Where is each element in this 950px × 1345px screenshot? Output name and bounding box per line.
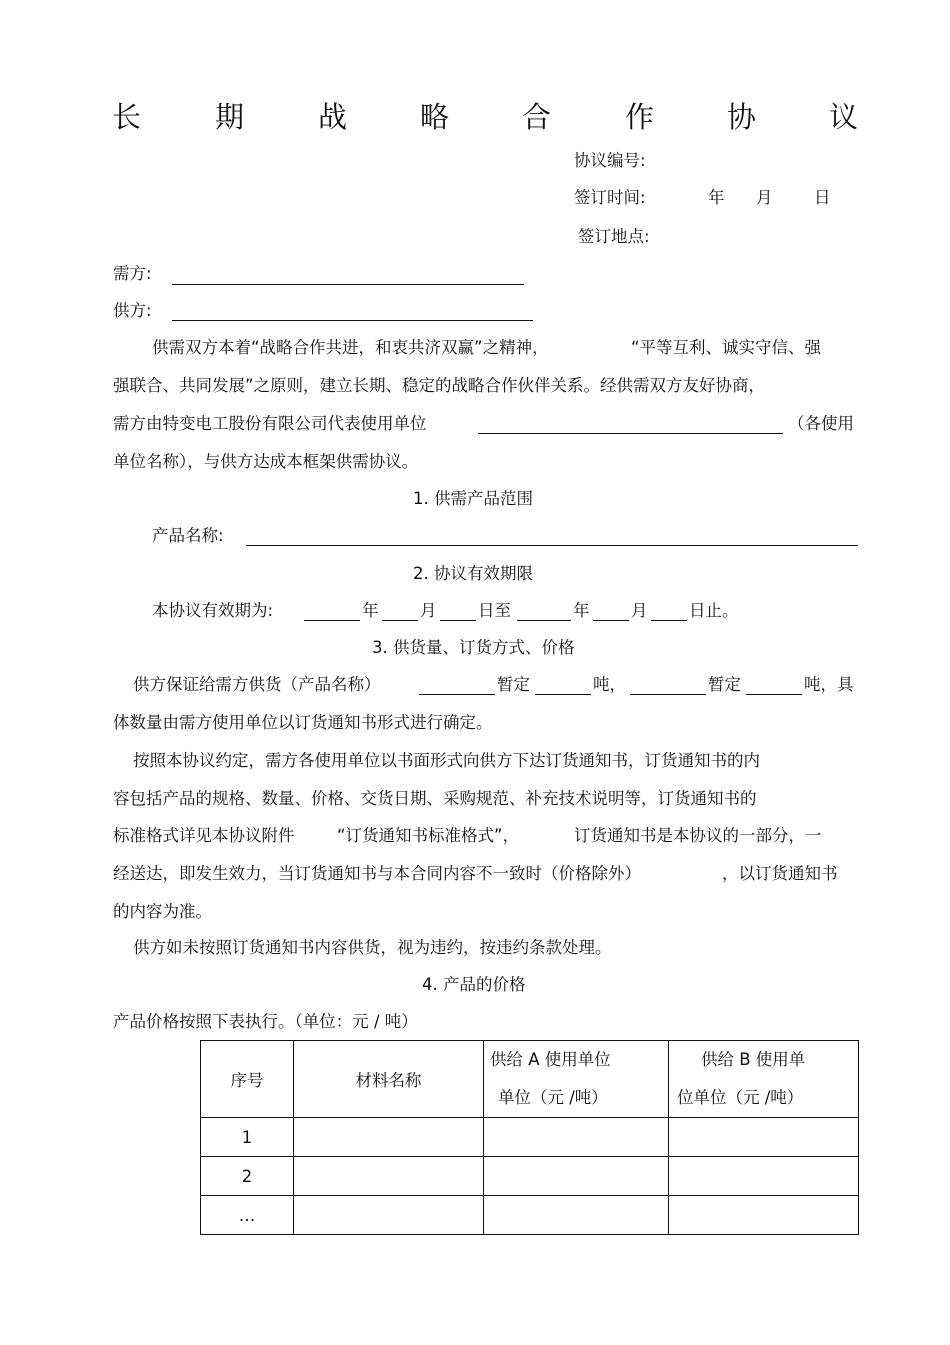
- header-no: 序号: [201, 1041, 294, 1118]
- header-unit-b: [669, 1041, 859, 1118]
- table-row: [201, 1157, 859, 1196]
- product-blank-2: [630, 694, 706, 695]
- order-line1: 按照本协议约定，需方各使用单位以书面形式向供方下达订货通知书，订货通知书的内: [133, 751, 760, 770]
- ton-1: 吨，: [593, 675, 626, 694]
- row-price-a: [484, 1196, 669, 1235]
- row-material: [294, 1157, 484, 1196]
- header-material-name: 材料名称: [294, 1041, 484, 1118]
- intro-line3a: 需方由特变电工股份有限公司代表使用单位: [113, 414, 427, 433]
- start-month: 月: [420, 601, 437, 620]
- end-year-blank: [517, 620, 571, 621]
- sign-place-label: 签订地点:: [578, 227, 650, 246]
- tentative-2: 暂定: [708, 675, 741, 694]
- row-material: [294, 1118, 484, 1157]
- title-char: 合: [522, 100, 552, 134]
- price-table: [200, 1040, 859, 1235]
- sign-year: 年: [708, 188, 725, 207]
- qty-blank-2: [746, 694, 802, 695]
- intro-line3b: （各使用: [788, 414, 854, 433]
- table-header-row: [201, 1041, 859, 1118]
- intro-line2: 强联合、共同发展”之原则，建立长期、稳定的战略合作伙伴关系。经供需双方友好协商，: [113, 376, 766, 395]
- row-no: 1: [201, 1118, 294, 1157]
- day-end: 日止。: [689, 601, 739, 620]
- row-no: 2: [201, 1157, 294, 1196]
- order-line3a: 标准格式详见本协议附件: [113, 826, 295, 845]
- supplier-label: 供方:: [113, 301, 152, 320]
- buyer-blank: [172, 284, 524, 285]
- order-line3b: “订货通知书标准格式”，: [337, 826, 520, 845]
- start-year-blank: [304, 620, 360, 621]
- title-char: 期: [215, 100, 245, 134]
- header-unit-a-line2: 单位（元 /吨）: [498, 1088, 608, 1107]
- order-line3c: 订货通知书是本协议的一部分，一: [574, 826, 822, 845]
- row-price-b: [669, 1157, 859, 1196]
- header-unit-a-line1: 供给 A 使用单位: [490, 1050, 611, 1069]
- unit-blank: [478, 433, 783, 434]
- intro-line1b: “平等互利、诚实守信、强: [631, 338, 822, 357]
- header-unit-b-line1: 供给 B 使用单: [701, 1050, 806, 1069]
- sign-day: 日: [814, 188, 831, 207]
- tentative-1: 暂定: [497, 675, 530, 694]
- start-month-blank: [382, 620, 418, 621]
- order-line5: 的内容为准。: [113, 902, 212, 921]
- row-no: …: [201, 1196, 294, 1235]
- row-price-a: [484, 1118, 669, 1157]
- qty-blank-1: [535, 694, 591, 695]
- end-month: 月: [631, 601, 648, 620]
- title-char: 长: [112, 100, 142, 134]
- intro-line1a: 供需双方本着“战略合作共进，和衷共济双赢”之精神，: [152, 338, 549, 357]
- row-price-b: [669, 1118, 859, 1157]
- row-material: [294, 1196, 484, 1235]
- order-line4b: ，以订货通知书: [722, 864, 838, 883]
- section3-heading: 3. 供货量、订货方式、价格: [372, 638, 575, 657]
- breach-line: 供方如未按照订货通知书内容供货，视为违约，按违约条款处理。: [133, 938, 612, 957]
- day-to: 日至: [478, 601, 511, 620]
- title-char: 议: [829, 100, 859, 134]
- title-char: 略: [420, 100, 450, 134]
- start-year: 年: [362, 601, 379, 620]
- end-day-blank: [651, 620, 687, 621]
- agreement-no-label: 协议编号:: [574, 151, 646, 170]
- sign-time-label: 签订时间:: [574, 188, 646, 207]
- end-year: 年: [573, 601, 590, 620]
- title-char: 协: [727, 100, 757, 134]
- header-unit-b-line2: 位单位（元 /吨）: [677, 1088, 804, 1107]
- section2-heading: 2. 协议有效期限: [413, 564, 533, 583]
- intro-line4: 单位名称），与供方达成本框架供需协议。: [113, 452, 419, 471]
- table-row: [201, 1118, 859, 1157]
- supplier-blank: [172, 320, 533, 321]
- table-row: [201, 1196, 859, 1235]
- order-line4a: 经送达，即发生效力，当订货通知书与本合同内容不一致时（价格除外）: [113, 864, 641, 883]
- section4-heading: 4. 产品的价格: [422, 975, 526, 994]
- row-price-b: [669, 1196, 859, 1235]
- end-month-blank: [593, 620, 629, 621]
- section1-heading: 1. 供需产品范围: [413, 489, 533, 508]
- supply-line1a: 供方保证给需方供货（产品名称）: [133, 675, 381, 694]
- order-line2: 容包括产品的规格、数量、价格、交货日期、采购规范、补充技术说明等，订货通知书的: [113, 789, 757, 808]
- supply-line1b: 体数量由需方使用单位以订货通知书形式进行确定。: [113, 713, 493, 732]
- title-char: 战: [318, 100, 348, 134]
- title-char: 作: [625, 100, 655, 134]
- price-intro: 产品价格按照下表执行。（单位：元 / 吨）: [113, 1012, 418, 1031]
- header-unit-a: [484, 1041, 669, 1118]
- ton-2: 吨，具: [804, 675, 854, 694]
- validity-prefix: 本协议有效期为:: [152, 601, 274, 620]
- row-price-a: [484, 1157, 669, 1196]
- product-blank: [419, 694, 495, 695]
- product-name-blank: [246, 545, 858, 546]
- start-day-blank: [440, 620, 476, 621]
- buyer-label: 需方:: [113, 264, 152, 283]
- product-name-label: 产品名称:: [152, 526, 224, 545]
- sign-month: 月: [756, 188, 773, 207]
